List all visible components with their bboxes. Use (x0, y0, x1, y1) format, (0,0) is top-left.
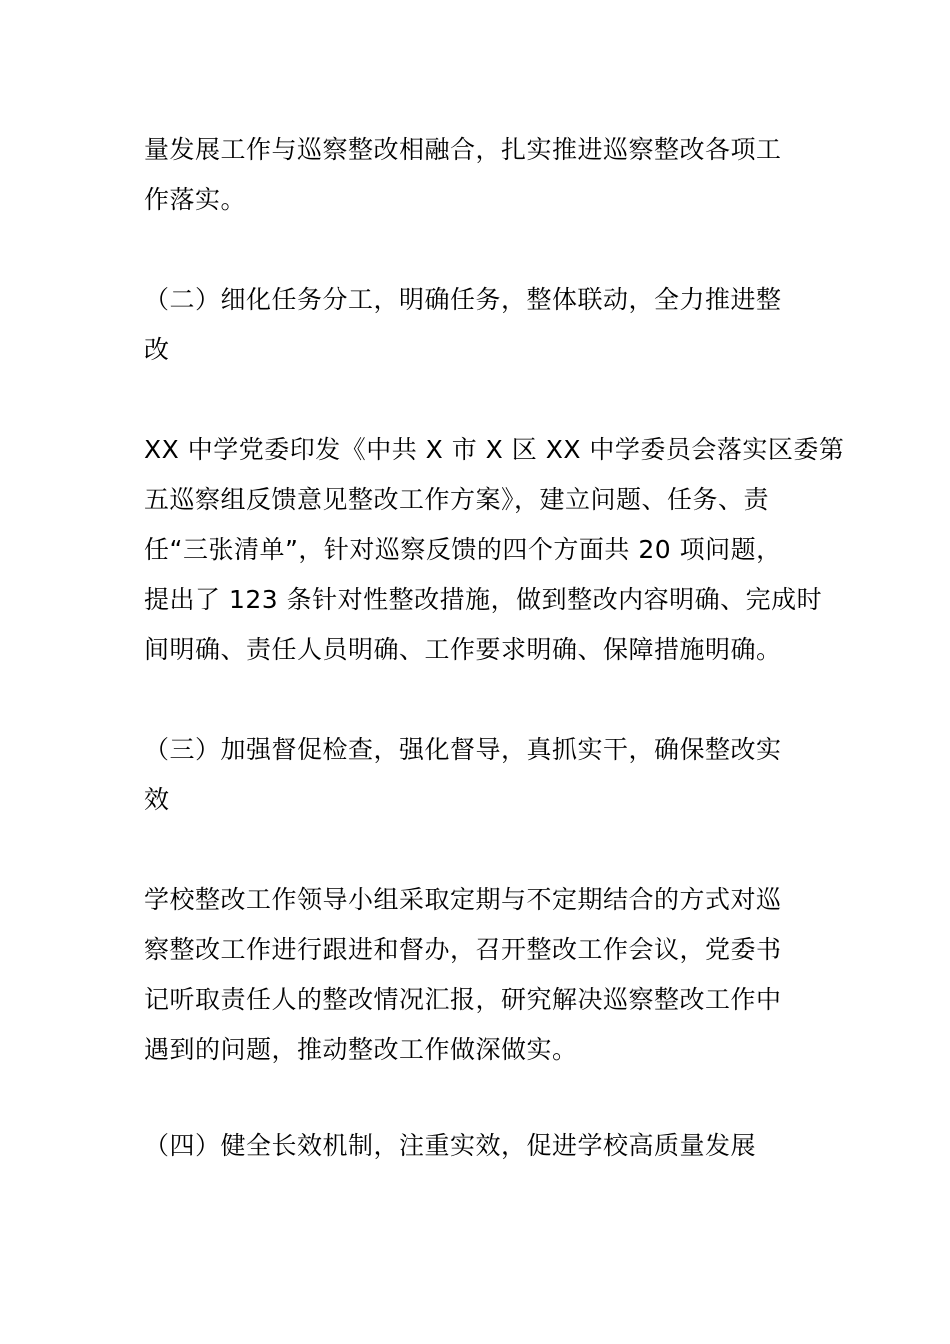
paragraph-line: 察整改工作进行跟进和督办，召开整改工作会议，党委书 (144, 935, 782, 964)
section-heading-line: 效 (144, 785, 170, 814)
paragraph-line: 五巡察组反馈意见整改工作方案》，建立问题、任务、责 (144, 485, 770, 514)
section-heading-line: （三）加强督促检查，强化督导，真抓实干，确保整改实 (144, 735, 782, 764)
paragraph-line: 量发展工作与巡察整改相融合，扎实推进巡察整改各项工 (144, 135, 782, 164)
section-heading-line: 改 (144, 335, 170, 364)
paragraph-line: 间明确、责任人员明确、工作要求明确、保障措施明确。 (144, 635, 782, 664)
paragraph-line: XX 中学党委印发《中共 X 市 X 区 XX 中学委员会落实区委第 (144, 435, 845, 464)
paragraph-line: 记听取责任人的整改情况汇报，研究解决巡察整改工作中 (144, 985, 782, 1014)
section-heading-line: （四）健全长效机制，注重实效，促进学校高质量发展 (144, 1131, 757, 1160)
section-heading-line: （二）细化任务分工，明确任务，整体联动，全力推进整 (144, 285, 782, 314)
paragraph-line: 任“三张清单”，针对巡察反馈的四个方面共 20 项问题， (144, 535, 782, 564)
paragraph-line: 提出了 123 条针对性整改措施，做到整改内容明确、完成时 (144, 585, 823, 614)
paragraph-line: 学校整改工作领导小组采取定期与不定期结合的方式对巡 (144, 885, 782, 914)
paragraph-line: 遇到的问题，推动整改工作做深做实。 (144, 1035, 578, 1064)
paragraph-line: 作落实。 (144, 185, 247, 214)
